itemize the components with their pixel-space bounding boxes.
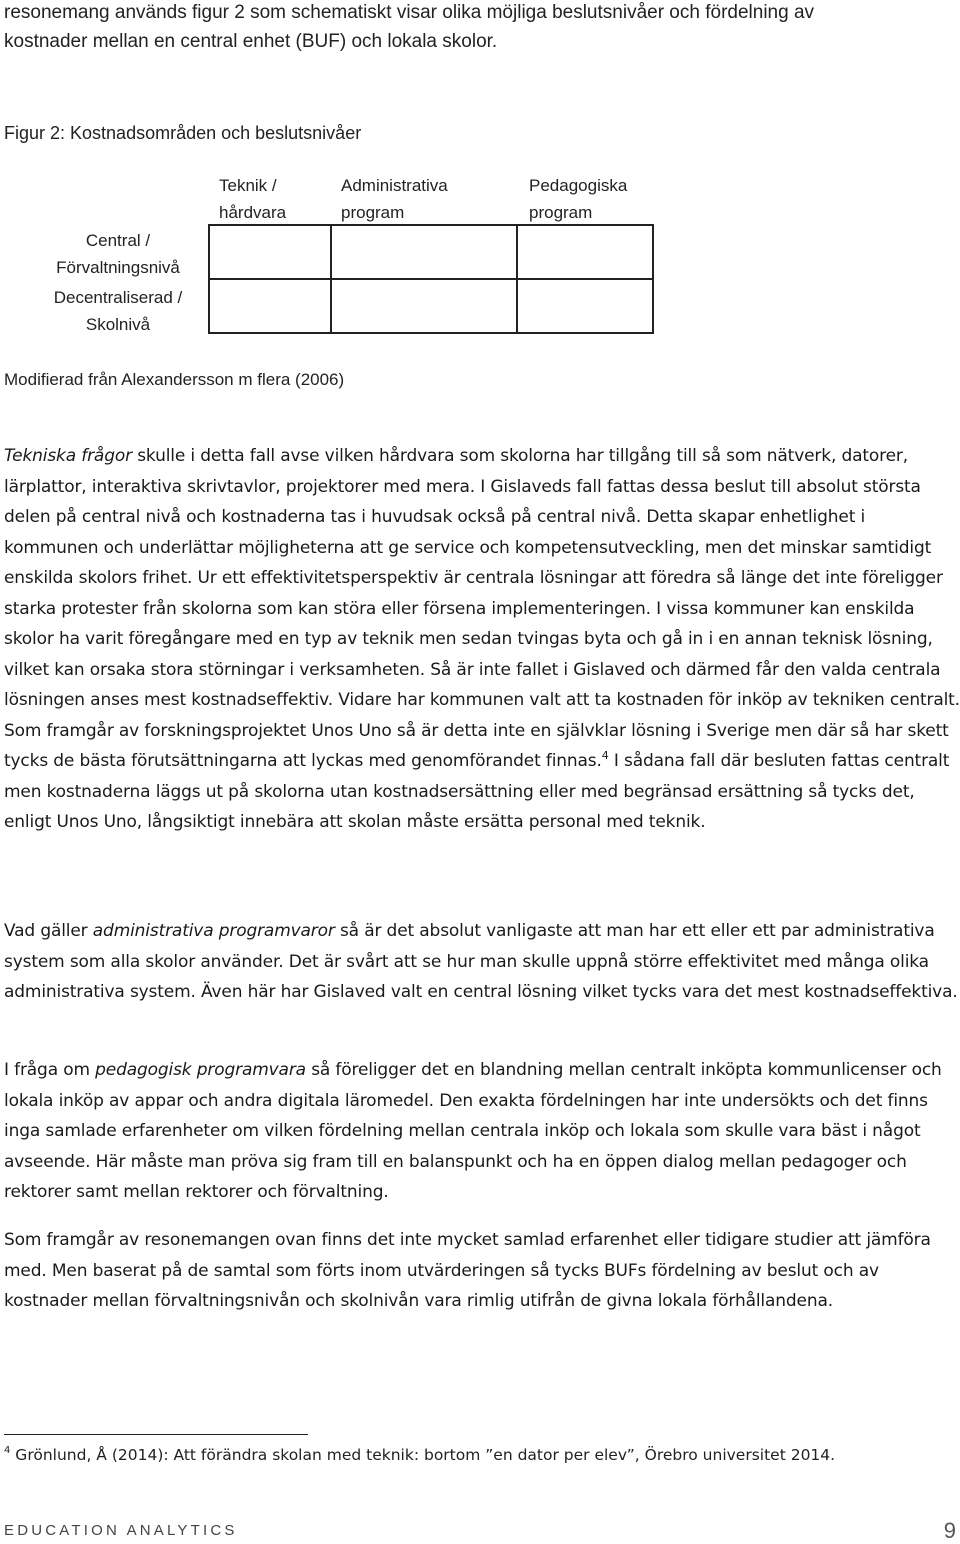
emphasis-text: administrativa programvaror: [92, 921, 335, 941]
paragraph-text: skulle i detta fall avse vilken hårdvara som skolorna har tillgång till så som nätverk, datorer, lärplattor, interaktiva skrivtavlor, projektorer med mera. I Gislaveds fall fattas dessa beslut till absolut största delen på central nivå och kostnaderna tas i huvudsak också på central nivå. Detta skapar enhetlighet i kommunen och underlättar möjligheterna att ge service och kompetensutveckling, men det minskar samtidigt enskilda skolors frihet. Ur ett effektivitetsperspektiv är centrala lösningar att föredra så länge det inte föreligger starka protester från skolorna som kan störa eller försena implementeringen. I vissa kommuner kan enskilda skolor ha varit föregångare med en typ av teknik men sedan tvingas byta och gå in i en annan teknisk lösning, vilket kan orsaka stora störningar i verksamheten. Så är inte fallet i Gislaved och därmed får den valda centrala lösningen anses mest kostnadseffektiv. Vidare har kommunen valt att ta kostnaden för inköp av tekniken centralt. Som framgår av forskningsprojektet Unos Uno så är detta inte en självklar lösning i Sverige men där så har skett tycks de bästa förutsättningarna att lyckas med genomförandet finnas.: [4, 446, 960, 771]
column-header-teknik: [219, 172, 286, 226]
emphasis-text: pedagogisk programvara: [95, 1060, 306, 1080]
emphasis-text: Tekniska frågor: [4, 446, 132, 466]
paragraph-lead: I fråga om: [4, 1060, 96, 1080]
row-header-decentraliserad: [18, 284, 218, 338]
column-header-pedagogiska: [529, 172, 627, 226]
paragraph-text: så föreligger det en blandning mellan centralt inköpta kommunlicenser och lokala inköp av appar och andra digitala läromedel. Den exakta fördelningen har inte undersökts och det finns inga samlade erfarenheter om vilken fördelning mellan centrala inköp och lokala som skulle vara bäst i något avseende. Här måste man pröva sig fram till en balanspunkt och ha en öppen dialog mellan pedagoger och rektorer samt mellan rektorer och förvaltning.: [4, 1060, 942, 1202]
footnote-ref: 4: [601, 749, 609, 762]
footnote-number: 4: [4, 1445, 11, 1456]
paragraph-pedagogisk: [4, 1055, 960, 1208]
paragraph-administrativa: [4, 916, 960, 1008]
column-header-line: hårdvara: [219, 203, 287, 222]
paragraph-text: I sådana fall där besluten fattas centralt men kostnaderna läggs ut på skolorna utan kostnadsersättning eller med begränsad ersättning så tycks det, enligt Unos Uno, långsiktigt innebära att skolan måste ersätta personal med teknik.: [4, 751, 950, 832]
column-header-line: Administrativa: [341, 176, 448, 195]
column-header-administrativa: [341, 172, 448, 226]
paragraph-lead: Vad gäller: [4, 921, 93, 941]
row-header-line: Förvaltningsnivå: [56, 258, 180, 277]
row-header-line: Central /: [85, 231, 151, 250]
row-header-central: [18, 227, 218, 281]
row-header-line: Skolnivå: [85, 315, 151, 334]
footnote-divider: [4, 1434, 308, 1435]
intro-line-1: resonemang används figur 2 som schematiskt visar olika möjliga beslutsnivåer och fördelning av: [4, 2, 815, 23]
intro-line-2: kostnader mellan en central enhet (BUF) och lokala skolor.: [4, 31, 498, 52]
row-header-line: Decentraliserad /: [53, 288, 183, 307]
decision-grid: [208, 224, 654, 334]
figure-source: Modifierad från Alexandersson m flera (2006): [4, 370, 345, 389]
intro-text: [4, 0, 954, 56]
paragraph-slutsats: [4, 1225, 960, 1317]
paragraph-text: så är det absolut vanligaste att man har ett eller ett par administrativa system som alla skolor använder. Det är svårt att se hur man skulle uppnå större effektivitet med många olika administrativa system. Även här har Gislaved valt en central lösning vilket tycks vara det mest kostnadseffektiva.: [4, 921, 958, 1002]
column-header-line: program: [341, 203, 405, 222]
column-header-line: program: [529, 203, 593, 222]
column-header-line: Teknik /: [219, 176, 277, 195]
figure-title: Figur 2: Kostnadsområden och beslutsnivåer: [4, 123, 362, 143]
footnote: [4, 1446, 835, 1464]
page-number: 9: [943, 1518, 956, 1543]
brand-logo-text: EDUCATION ANALYTICS: [4, 1522, 238, 1539]
grid-divider-horizontal: [210, 278, 652, 280]
paragraph-tekniska: [4, 441, 960, 838]
column-header-line: Pedagogiska: [529, 176, 628, 195]
paragraph-text: Som framgår av resonemangen ovan finns det inte mycket samlad erfarenhet eller tidigare studier att jämföra med. Men baserat på de samtal som förts inom utvärderingen så tycks BUFs fördelning av beslut och av kostnader mellan förvaltningsnivån och skolnivån vara rimlig utifrån de givna lokala förhållandena.: [4, 1230, 931, 1311]
footnote-text: Grönlund, Å (2014): Att förändra skolan med teknik: bortom ”en dator per elev”, Örebro universitet 2014.: [10, 1446, 836, 1464]
